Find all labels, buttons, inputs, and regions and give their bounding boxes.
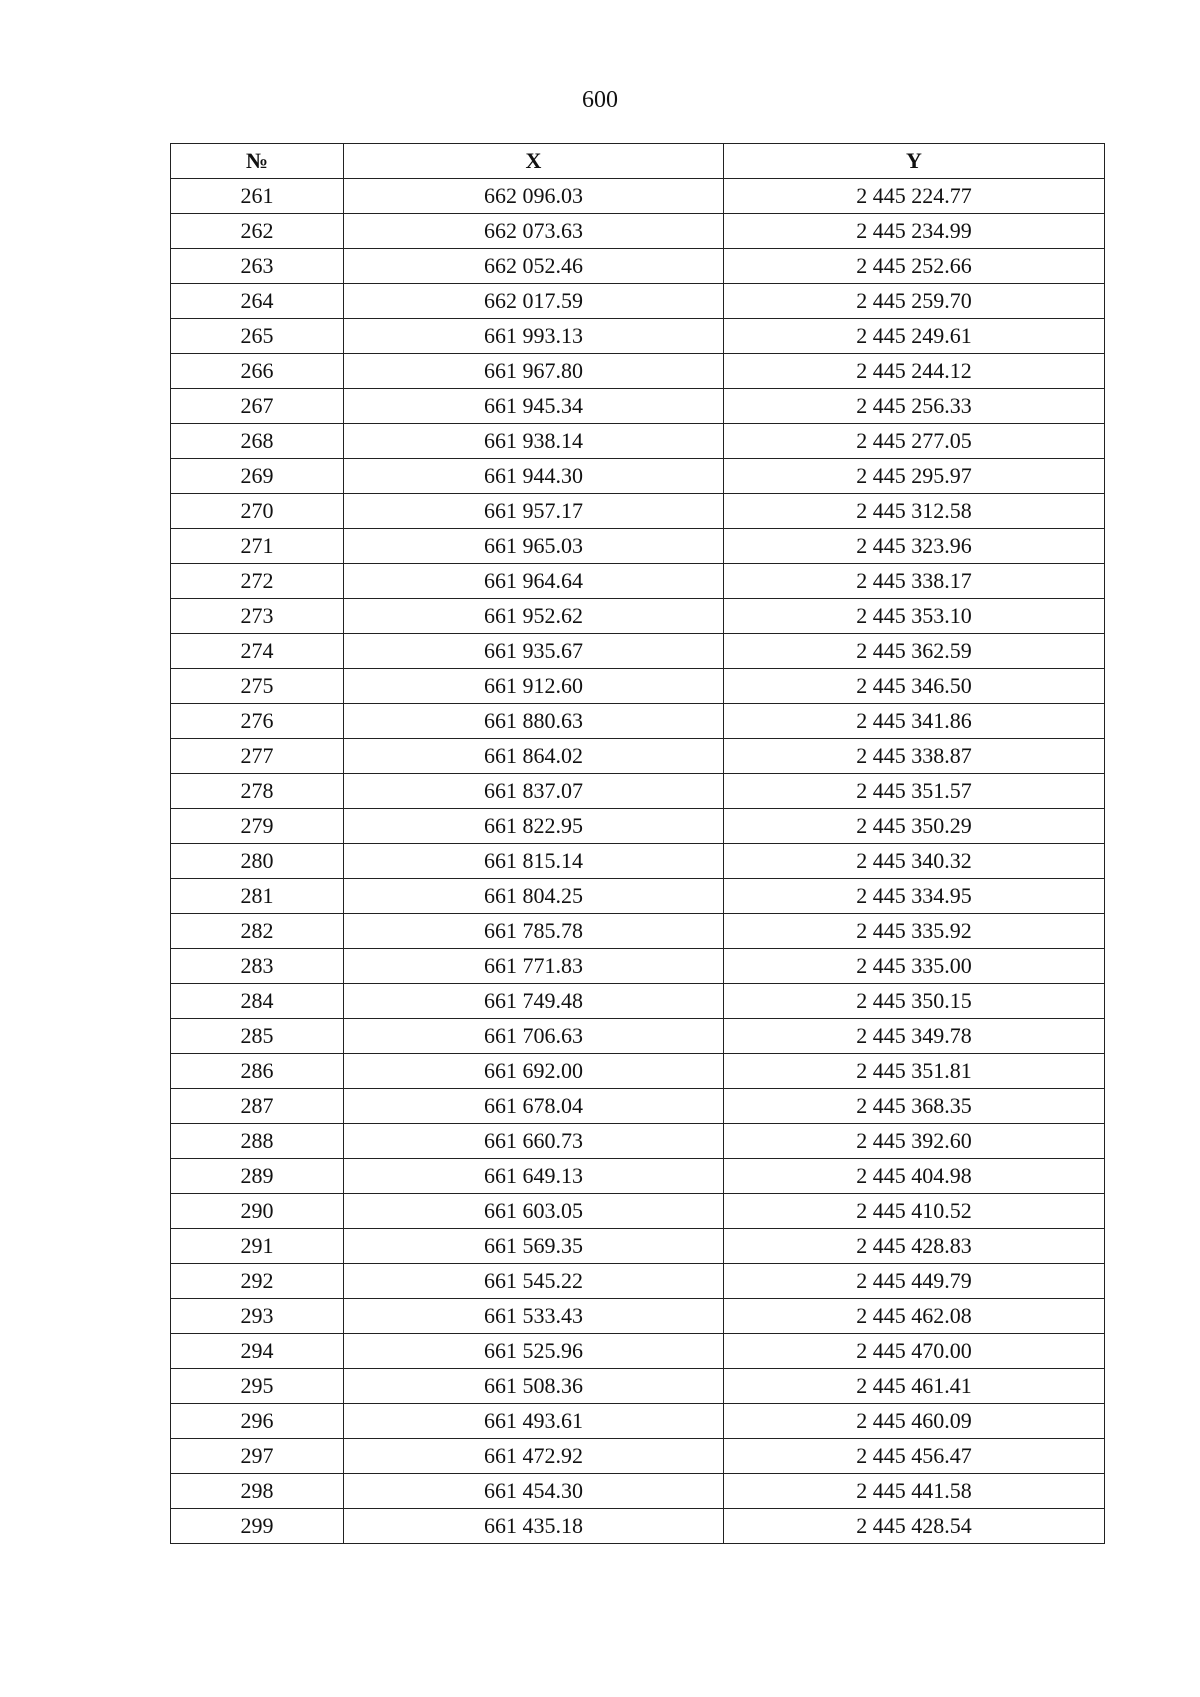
cell-number: 277 <box>171 739 344 774</box>
cell-y: 2 445 392.60 <box>724 1124 1105 1159</box>
cell-number: 289 <box>171 1159 344 1194</box>
table-row <box>171 1019 1105 1054</box>
cell-x: 661 603.05 <box>344 1194 724 1229</box>
cell-number: 261 <box>171 179 344 214</box>
cell-number: 278 <box>171 774 344 809</box>
cell-y: 2 445 335.00 <box>724 949 1105 984</box>
table-row <box>171 984 1105 1019</box>
cell-x: 661 533.43 <box>344 1299 724 1334</box>
cell-number: 274 <box>171 634 344 669</box>
table-row <box>171 634 1105 669</box>
cell-x: 661 935.67 <box>344 634 724 669</box>
table-row <box>171 1229 1105 1264</box>
cell-number: 269 <box>171 459 344 494</box>
table-row <box>171 1369 1105 1404</box>
cell-y: 2 445 295.97 <box>724 459 1105 494</box>
cell-number: 298 <box>171 1474 344 1509</box>
cell-number: 295 <box>171 1369 344 1404</box>
cell-x: 662 052.46 <box>344 249 724 284</box>
table-row <box>171 1089 1105 1124</box>
cell-y: 2 445 244.12 <box>724 354 1105 389</box>
cell-x: 661 454.30 <box>344 1474 724 1509</box>
cell-number: 294 <box>171 1334 344 1369</box>
cell-y: 2 445 350.15 <box>724 984 1105 1019</box>
cell-number: 264 <box>171 284 344 319</box>
table-row <box>171 214 1105 249</box>
table-row <box>171 1124 1105 1159</box>
cell-y: 2 445 224.77 <box>724 179 1105 214</box>
cell-y: 2 445 312.58 <box>724 494 1105 529</box>
cell-number: 296 <box>171 1404 344 1439</box>
table-row <box>171 809 1105 844</box>
table-row <box>171 249 1105 284</box>
table-row <box>171 424 1105 459</box>
table-row <box>171 774 1105 809</box>
cell-y: 2 445 456.47 <box>724 1439 1105 1474</box>
cell-number: 293 <box>171 1299 344 1334</box>
cell-number: 275 <box>171 669 344 704</box>
cell-number: 279 <box>171 809 344 844</box>
table-row <box>171 1194 1105 1229</box>
cell-number: 276 <box>171 704 344 739</box>
cell-number: 271 <box>171 529 344 564</box>
cell-y: 2 445 249.61 <box>724 319 1105 354</box>
cell-x: 661 569.35 <box>344 1229 724 1264</box>
cell-number: 297 <box>171 1439 344 1474</box>
cell-number: 283 <box>171 949 344 984</box>
cell-y: 2 445 234.99 <box>724 214 1105 249</box>
table-row <box>171 1264 1105 1299</box>
cell-x: 661 815.14 <box>344 844 724 879</box>
cell-x: 661 965.03 <box>344 529 724 564</box>
table-row <box>171 949 1105 984</box>
cell-y: 2 445 341.86 <box>724 704 1105 739</box>
cell-x: 661 545.22 <box>344 1264 724 1299</box>
cell-x: 661 508.36 <box>344 1369 724 1404</box>
cell-y: 2 445 350.29 <box>724 809 1105 844</box>
cell-y: 2 445 259.70 <box>724 284 1105 319</box>
cell-x: 661 912.60 <box>344 669 724 704</box>
table-row <box>171 1334 1105 1369</box>
cell-x: 661 957.17 <box>344 494 724 529</box>
cell-y: 2 445 362.59 <box>724 634 1105 669</box>
table-row <box>171 1439 1105 1474</box>
table-row <box>171 179 1105 214</box>
cell-x: 661 944.30 <box>344 459 724 494</box>
table-body <box>171 179 1105 1544</box>
table-row <box>171 599 1105 634</box>
cell-number: 265 <box>171 319 344 354</box>
table-row <box>171 704 1105 739</box>
cell-x: 661 692.00 <box>344 1054 724 1089</box>
table-row <box>171 1054 1105 1089</box>
cell-y: 2 445 252.66 <box>724 249 1105 284</box>
cell-x: 661 771.83 <box>344 949 724 984</box>
cell-x: 661 822.95 <box>344 809 724 844</box>
cell-x: 662 017.59 <box>344 284 724 319</box>
table-row <box>171 914 1105 949</box>
cell-y: 2 445 334.95 <box>724 879 1105 914</box>
cell-y: 2 445 323.96 <box>724 529 1105 564</box>
cell-y: 2 445 338.87 <box>724 739 1105 774</box>
cell-x: 661 864.02 <box>344 739 724 774</box>
cell-x: 661 660.73 <box>344 1124 724 1159</box>
coordinates-table <box>170 143 1105 1544</box>
cell-y: 2 445 353.10 <box>724 599 1105 634</box>
cell-number: 284 <box>171 984 344 1019</box>
cell-x: 661 945.34 <box>344 389 724 424</box>
table-row <box>171 1404 1105 1439</box>
cell-x: 661 649.13 <box>344 1159 724 1194</box>
cell-y: 2 445 351.81 <box>724 1054 1105 1089</box>
table-row <box>171 389 1105 424</box>
cell-number: 281 <box>171 879 344 914</box>
cell-y: 2 445 368.35 <box>724 1089 1105 1124</box>
cell-x: 661 964.64 <box>344 564 724 599</box>
cell-x: 661 749.48 <box>344 984 724 1019</box>
cell-y: 2 445 441.58 <box>724 1474 1105 1509</box>
cell-y: 2 445 346.50 <box>724 669 1105 704</box>
table-row <box>171 354 1105 389</box>
cell-x: 661 706.63 <box>344 1019 724 1054</box>
table-row <box>171 284 1105 319</box>
cell-y: 2 445 351.57 <box>724 774 1105 809</box>
cell-y: 2 445 277.05 <box>724 424 1105 459</box>
cell-y: 2 445 428.83 <box>724 1229 1105 1264</box>
cell-y: 2 445 449.79 <box>724 1264 1105 1299</box>
cell-y: 2 445 462.08 <box>724 1299 1105 1334</box>
cell-x: 661 435.18 <box>344 1509 724 1544</box>
cell-x: 661 525.96 <box>344 1334 724 1369</box>
header-x: X <box>344 144 724 179</box>
cell-y: 2 445 460.09 <box>724 1404 1105 1439</box>
cell-x: 661 678.04 <box>344 1089 724 1124</box>
cell-number: 287 <box>171 1089 344 1124</box>
cell-x: 661 938.14 <box>344 424 724 459</box>
cell-x: 661 993.13 <box>344 319 724 354</box>
table-row <box>171 494 1105 529</box>
cell-y: 2 445 335.92 <box>724 914 1105 949</box>
cell-number: 273 <box>171 599 344 634</box>
cell-number: 267 <box>171 389 344 424</box>
cell-number: 266 <box>171 354 344 389</box>
cell-number: 262 <box>171 214 344 249</box>
cell-y: 2 445 428.54 <box>724 1509 1105 1544</box>
cell-x: 661 472.92 <box>344 1439 724 1474</box>
table-row <box>171 669 1105 704</box>
table-row <box>171 529 1105 564</box>
cell-y: 2 445 349.78 <box>724 1019 1105 1054</box>
cell-x: 661 804.25 <box>344 879 724 914</box>
cell-x: 661 880.63 <box>344 704 724 739</box>
table-row <box>171 1299 1105 1334</box>
cell-number: 292 <box>171 1264 344 1299</box>
cell-number: 285 <box>171 1019 344 1054</box>
table-row <box>171 1159 1105 1194</box>
cell-x: 661 493.61 <box>344 1404 724 1439</box>
table-row <box>171 459 1105 494</box>
cell-y: 2 445 470.00 <box>724 1334 1105 1369</box>
table-row <box>171 739 1105 774</box>
header-y: Y <box>724 144 1105 179</box>
cell-number: 268 <box>171 424 344 459</box>
table-row <box>171 319 1105 354</box>
cell-x: 662 096.03 <box>344 179 724 214</box>
cell-y: 2 445 340.32 <box>724 844 1105 879</box>
cell-x: 661 837.07 <box>344 774 724 809</box>
cell-number: 270 <box>171 494 344 529</box>
cell-y: 2 445 256.33 <box>724 389 1105 424</box>
cell-y: 2 445 338.17 <box>724 564 1105 599</box>
cell-number: 272 <box>171 564 344 599</box>
table-row <box>171 844 1105 879</box>
cell-number: 263 <box>171 249 344 284</box>
cell-x: 661 785.78 <box>344 914 724 949</box>
cell-number: 282 <box>171 914 344 949</box>
table-header-row <box>171 144 1105 179</box>
page-number: 600 <box>582 87 618 113</box>
cell-number: 290 <box>171 1194 344 1229</box>
cell-number: 299 <box>171 1509 344 1544</box>
table-row <box>171 1509 1105 1544</box>
table-row <box>171 1474 1105 1509</box>
cell-x: 662 073.63 <box>344 214 724 249</box>
cell-y: 2 445 410.52 <box>724 1194 1105 1229</box>
cell-x: 661 952.62 <box>344 599 724 634</box>
table-row <box>171 564 1105 599</box>
cell-y: 2 445 461.41 <box>724 1369 1105 1404</box>
cell-number: 291 <box>171 1229 344 1264</box>
cell-y: 2 445 404.98 <box>724 1159 1105 1194</box>
header-number: № <box>171 144 344 179</box>
cell-number: 288 <box>171 1124 344 1159</box>
cell-x: 661 967.80 <box>344 354 724 389</box>
cell-number: 286 <box>171 1054 344 1089</box>
cell-number: 280 <box>171 844 344 879</box>
table-row <box>171 879 1105 914</box>
